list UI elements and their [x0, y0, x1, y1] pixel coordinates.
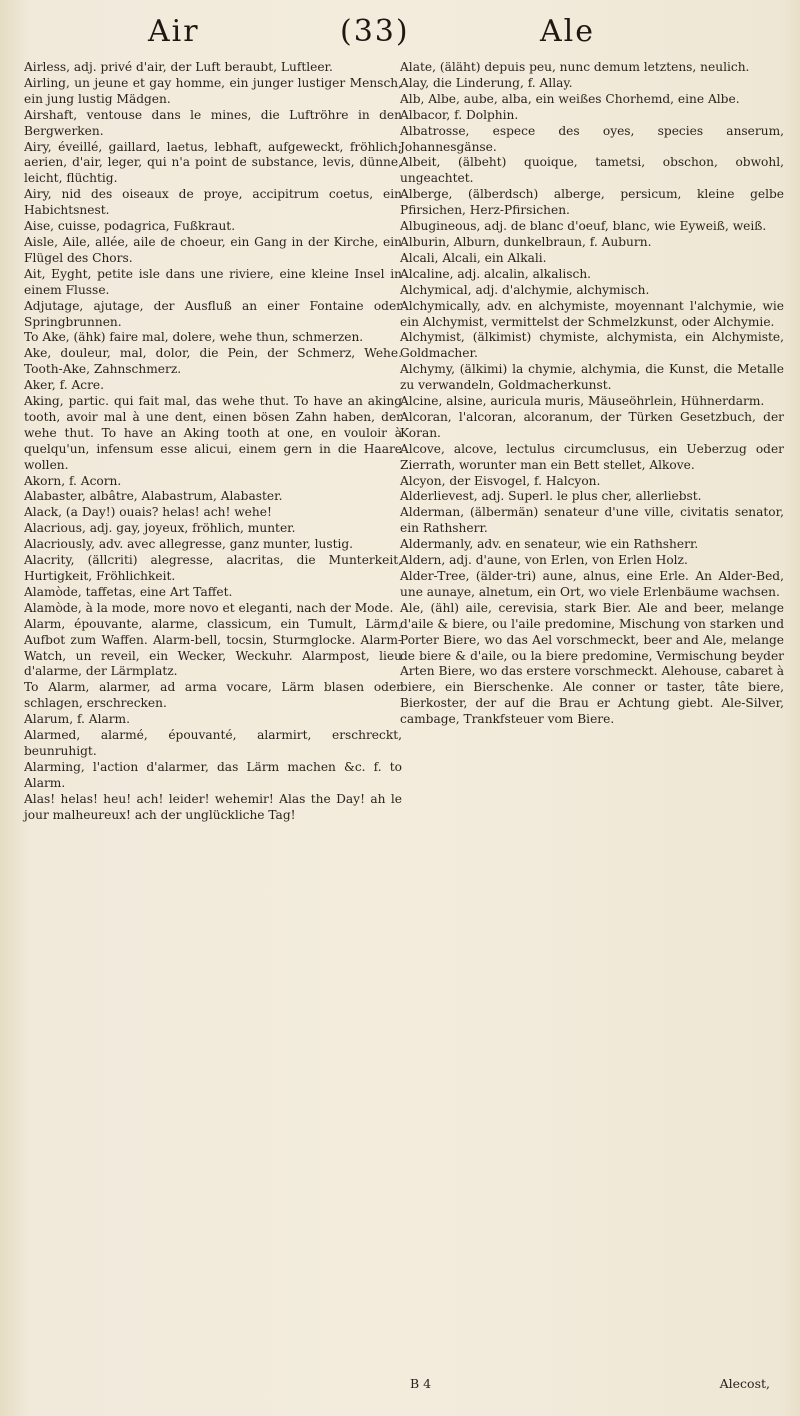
- dictionary-entry: Aker, f. Acre.: [24, 378, 104, 393]
- dictionary-entry: Alchymy, (älkimi) la chymie, alchymia, die Kunst, die Metalle zu verwandeln, Goldmacherkunst.: [400, 362, 784, 393]
- dictionary-entry: Alarum, f. Alarm.: [24, 712, 130, 727]
- dictionary-entry: Alamòde, taffetas, eine Art Taffet.: [24, 584, 233, 599]
- dictionary-entry: Alder-Tree, (älder-tri) aune, alnus, eine Erle. An Alder-Bed, une aunaye, alnetum, ein Ort, wo viele Erlenbäume wachsen.: [400, 569, 784, 599]
- header-right-guide-word: Ale: [540, 14, 596, 49]
- page-footer: [400, 1376, 784, 1396]
- dictionary-entry: Ait, Eyght, petite isle dans une riviere, eine kleine Insel in einem Flusse.: [24, 266, 402, 297]
- dictionary-entry: Alcine, alsine, auricula muris, Mäuseöhrlein, Hühnerdarm.: [400, 394, 765, 409]
- dictionary-entry: Alderlievest, adj. Superl. le plus cher, allerliebst.: [400, 489, 702, 504]
- dictionary-entry: Ale, (ähl) aile, cerevisia, stark Bier. Ale and beer, melange d'aile & biere, ou l'aile predomine, Mischung von starken und Porter Biere, wo das Ael vorschmeckt, beer and Ale, melange de biere & d'aile, ou la biere predomine, Vermischung beyder Arten Biere, wo das erstere vorschmeckt. Alehouse, cabaret à biere, ein Bierschenke. Ale conner or taster, tâte biere, Bierkoster, der auf die Brau er Achtung giebt. Ale-Silver, cambage, Trankfsteuer vom Biere.: [400, 600, 784, 727]
- running-header: [0, 6, 800, 56]
- dictionary-entry: Alarm, épouvante, alarme, classicum, ein Tumult, Lärm, Aufbot zum Waffen. Alarm-bell, tocsin, Sturmglocke. Alarm-Watch, un reveil, ein Wecker, Weckuhr. Alarmpost, lieu d'alarme, der Lärmplatz.: [24, 616, 402, 679]
- dictionary-entry: Alchymically, adv. en alchymiste, moyennant l'alchymie, wie ein Alchymist, vermittelst der Schmelzkunst, oder Alchymie.: [400, 298, 784, 329]
- dictionary-entry: Aking, partic. qui fait mal, das wehe thut. To have an aking tooth, avoir mal à une dent, einen bösen Zahn haben, der wehe thut. To have an Aking tooth at one, en vouloir à quelqu'un, infensum esse alicui, einem gern in die Haare wollen.: [24, 394, 402, 472]
- dictionary-entry: Alberge, (älberdsch) alberge, persicum, kleine gelbe Pfirsichen, Herz-Pfirsichen.: [400, 187, 784, 218]
- left-column: [24, 60, 402, 824]
- dictionary-entry: Aise, cuisse, podagrica, Fußkraut.: [24, 219, 236, 234]
- dictionary-entry: Airshaft, ventouse dans le mines, die Luftröhre in den Bergwerken.: [24, 107, 402, 138]
- dictionary-entry: Albacor, f. Dolphin.: [400, 107, 519, 122]
- dictionary-entry: Aldermanly, adv. en senateur, wie ein Rathsherr.: [400, 537, 699, 552]
- page-number: (33): [340, 14, 410, 49]
- dictionary-entry: Akorn, f. Acorn.: [24, 473, 122, 488]
- catchword: Alecost,: [719, 1376, 770, 1391]
- right-column: [400, 60, 784, 728]
- dictionary-entry: Alderman, (älbermän) senateur d'une ville, civitatis senator, ein Rathsherr.: [400, 505, 784, 536]
- header-left-guide-word: Air: [148, 14, 200, 49]
- dictionary-entry: Alamòde, à la mode, more novo et eleganti, nach der Mode.: [24, 600, 394, 615]
- dictionary-entry: Airling, un jeune et gay homme, ein junger lustiger Mensch, ein jung lustig Mädgen.: [24, 75, 402, 106]
- dictionary-entry: Airless, adj. privé d'air, der Luft beraubt, Luftleer.: [24, 60, 333, 74]
- dictionary-entry: Alcaline, adj. alcalin, alkalisch.: [400, 266, 592, 281]
- dictionary-entry: Alate, (äläht) depuis peu, nunc demum letztens, neulich.: [400, 60, 750, 74]
- dictionary-entry: Airy, éveillé, gaillard, laetus, lebhaft, aufgeweckt, fröhlich; aerien, d'air, leger, qui n'a point de substance, levis, dünne, leicht, flüchtig.: [24, 139, 402, 186]
- dictionary-entry: Alack, (a Day!) ouais? helas! ach! wehe!: [24, 505, 272, 520]
- dictionary-entry: Alburin, Alburn, dunkelbraun, f. Auburn.: [400, 234, 652, 249]
- dictionary-entry: Ake, douleur, mal, dolor, die Pein, der Schmerz, Wehe. Tooth-Ake, Zahnschmerz.: [24, 346, 402, 377]
- dictionary-entry: Alarmed, alarmé, épouvanté, alarmirt, erschreckt, beunruhigt.: [24, 728, 402, 758]
- dictionary-entry: Alchymical, adj. d'alchymie, alchymisch.: [400, 282, 650, 297]
- dictionary-entry: Airy, nid des oiseaux de proye, accipitrum coetus, ein Habichtsnest.: [24, 187, 402, 218]
- signature-mark: B 4: [410, 1376, 432, 1391]
- dictionary-entry: Alcoran, l'alcoran, alcoranum, der Türken Gesetzbuch, der Koran.: [400, 409, 784, 440]
- dictionary-entry: Alb, Albe, aube, alba, ein weißes Chorhemd, eine Albe.: [400, 91, 740, 106]
- dictionary-entry: Alacrity, (ällcriti) alegresse, alacritas, die Munterkeit, Hurtigkeit, Fröhlichkeit.: [24, 553, 402, 583]
- dictionary-entry: Aldern, adj. d'aune, von Erlen, von Erlen Holz.: [400, 553, 688, 568]
- dictionary-entry: Albeit, (älbeht) quoique, tametsi, obschon, obwohl, ungeachtet.: [400, 155, 784, 186]
- dictionary-entry: Alcali, Alcali, ein Alkali.: [400, 250, 547, 265]
- dictionary-entry: Alcove, alcove, lectulus circumclusus, ein Ueberzug oder Zierrath, worunter man ein Bett stellet, Alkove.: [400, 441, 784, 472]
- dictionary-entry: To Ake, (ähk) faire mal, dolere, wehe thun, schmerzen.: [24, 330, 364, 345]
- dictionary-entry: Aisle, Aile, allée, aile de choeur, ein Gang in der Kirche, ein Flügel des Chors.: [24, 234, 402, 265]
- dictionary-entry: Alarming, l'action d'alarmer, das Lärm machen &c. f. to Alarm.: [24, 759, 402, 790]
- dictionary-entry: Alchymist, (älkimist) chymiste, alchymista, ein Alchymiste, Goldmacher.: [400, 330, 784, 361]
- dictionary-entry: Alcyon, der Eisvogel, f. Halcyon.: [400, 473, 601, 488]
- dictionary-entry: Albugineous, adj. de blanc d'oeuf, blanc, wie Eyweiß, weiß.: [400, 219, 767, 234]
- dictionary-entry: Alacrious, adj. gay, joyeux, fröhlich, munter.: [24, 521, 296, 536]
- dictionary-entry: Alacriously, adv. avec allegresse, ganz munter, lustig.: [24, 537, 354, 552]
- dictionary-entry: Adjutage, ajutage, der Ausfluß an einer Fontaine oder Springbrunnen.: [24, 298, 402, 329]
- dictionary-entry: Albatrosse, espece des oyes, species anserum, Johannesgänse.: [400, 123, 784, 154]
- dictionary-entry: Alabaster, albâtre, Alabastrum, Alabaster.: [24, 489, 283, 504]
- dictionary-entry: Alas! helas! heu! ach! leider! wehemir! Alas the Day! ah le jour malheureux! ach der unglückliche Tag!: [24, 791, 402, 822]
- dictionary-entry: Alay, die Linderung, f. Allay.: [400, 75, 573, 90]
- dictionary-entry: To Alarm, alarmer, ad arma vocare, Lärm blasen oder schlagen, erschrecken.: [24, 680, 402, 711]
